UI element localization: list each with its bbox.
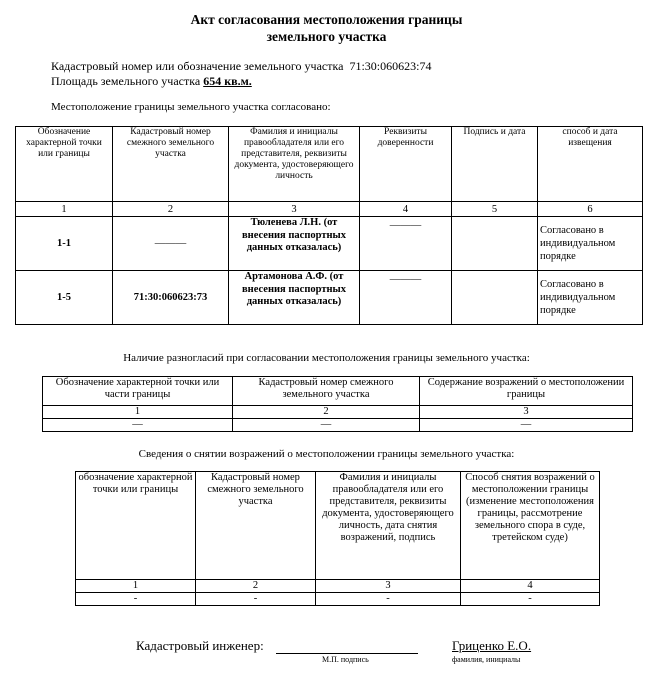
signature-cell [452,217,538,271]
agreement-table [15,126,643,325]
area-value: 654 кв.м. [203,74,252,88]
agreed-caption: Местоположение границы земельного участка согласовано: [51,101,331,113]
col-header-owner: Фамилия и инициалы правообладателя или его представителя, реквизиты документа, удостоверяющего личность [229,127,360,202]
table-row [16,217,643,271]
empty-cell: - [461,593,600,606]
col-header-point: Обозначение характерной точки или части границы [43,377,233,406]
col-header-power-of-attorney: Реквизиты доверенности [360,127,452,202]
table-row [43,419,633,432]
cadastral-number-value: 71:30:060623:74 [349,59,432,73]
col-number: 4 [360,202,452,217]
removal-header-row [76,472,600,580]
col-header-point: Обозначение характерной точки или границы [16,127,113,202]
agreement-table-header-row [16,127,643,202]
notice-cell: Согласовано в индивидуальном порядке [538,217,643,271]
col-number: 2 [233,406,420,419]
disagreements-table [42,376,633,432]
removal-table [75,471,600,606]
area-label: Площадь земельного участка [51,74,201,88]
col-number: 1 [16,202,113,217]
name-caption: фамилия, инициалы [452,655,521,664]
table-row [16,271,643,325]
empty-cell: — [420,419,633,432]
col-header-cadastral: Кадастровый номер смежного земельного участка [233,377,420,406]
col-header-objection: Содержание возражений о местоположении границы [420,377,633,406]
col-number: 3 [420,406,633,419]
empty-cell: — [233,419,420,432]
document-title-line1: Акт согласования местоположения границы [190,12,463,27]
col-header-method: Способ снятия возражений о местоположении границы (изменение местоположения границы, рассмотрение земельного спора в суде, третейском суде) [461,472,600,580]
power-cell: ——— [360,217,452,271]
engineer-name: Гриценко Е.О. [452,638,532,653]
col-number: 1 [43,406,233,419]
table-row [76,593,600,606]
document-title-line2: земельного участка [266,29,387,44]
signature-line [276,653,418,654]
cadastral-cell: 71:30:060623:73 [113,271,229,325]
engineer-label: Кадастровый инженер: [136,638,264,653]
cadastral-cell: ——— [113,217,229,271]
col-number: 3 [229,202,360,217]
col-number: 2 [113,202,229,217]
disagreements-caption: Наличие разногласий при согласовании местоположения границы земельного участка: [123,352,530,364]
col-header-point: обозначение характерной точки или границы [76,472,196,580]
owner-cell: Тюленева Л.Н. (от внесения паспортных данных отказалась) [229,217,360,271]
col-header-signature: Подпись и дата [452,127,538,202]
cadastral-number-label: Кадастровый номер или обозначение земельного участка [51,59,344,73]
col-number: 1 [76,580,196,593]
col-header-notice: способ и дата извещения [538,127,643,202]
notice-cell: Согласовано в индивидуальном порядке [538,271,643,325]
col-number: 6 [538,202,643,217]
signature-cell [452,271,538,325]
col-header-cadastral: Кадастровый номер смежного земельного участка [196,472,316,580]
power-cell: ——— [360,271,452,325]
area-line [51,74,252,89]
col-header-owner: Фамилия и инициалы правообладателя или его представителя, реквизиты документа, удостоверяющего личность, дата снятия возражений, подпись [316,472,461,580]
point-cell: 1-5 [16,271,113,325]
empty-cell: - [76,593,196,606]
col-number: 3 [316,580,461,593]
col-number: 2 [196,580,316,593]
col-number: 5 [452,202,538,217]
col-header-cadastral: Кадастровый номер смежного земельного участка [113,127,229,202]
seal-caption: М.П. подпись [322,655,369,664]
owner-cell: Артамонова А.Ф. (от внесения паспортных данных отказалась) [229,271,360,325]
point-cell: 1-1 [16,217,113,271]
cadastral-number-line [51,59,431,74]
empty-cell: - [316,593,461,606]
removal-number-row [76,580,600,593]
agreement-table-number-row [16,202,643,217]
disagreements-number-row [43,406,633,419]
empty-cell: - [196,593,316,606]
empty-cell: — [43,419,233,432]
removal-caption: Сведения о снятии возражений о местоположении границы земельного участка: [138,448,515,460]
col-number: 4 [461,580,600,593]
disagreements-header-row [43,377,633,406]
